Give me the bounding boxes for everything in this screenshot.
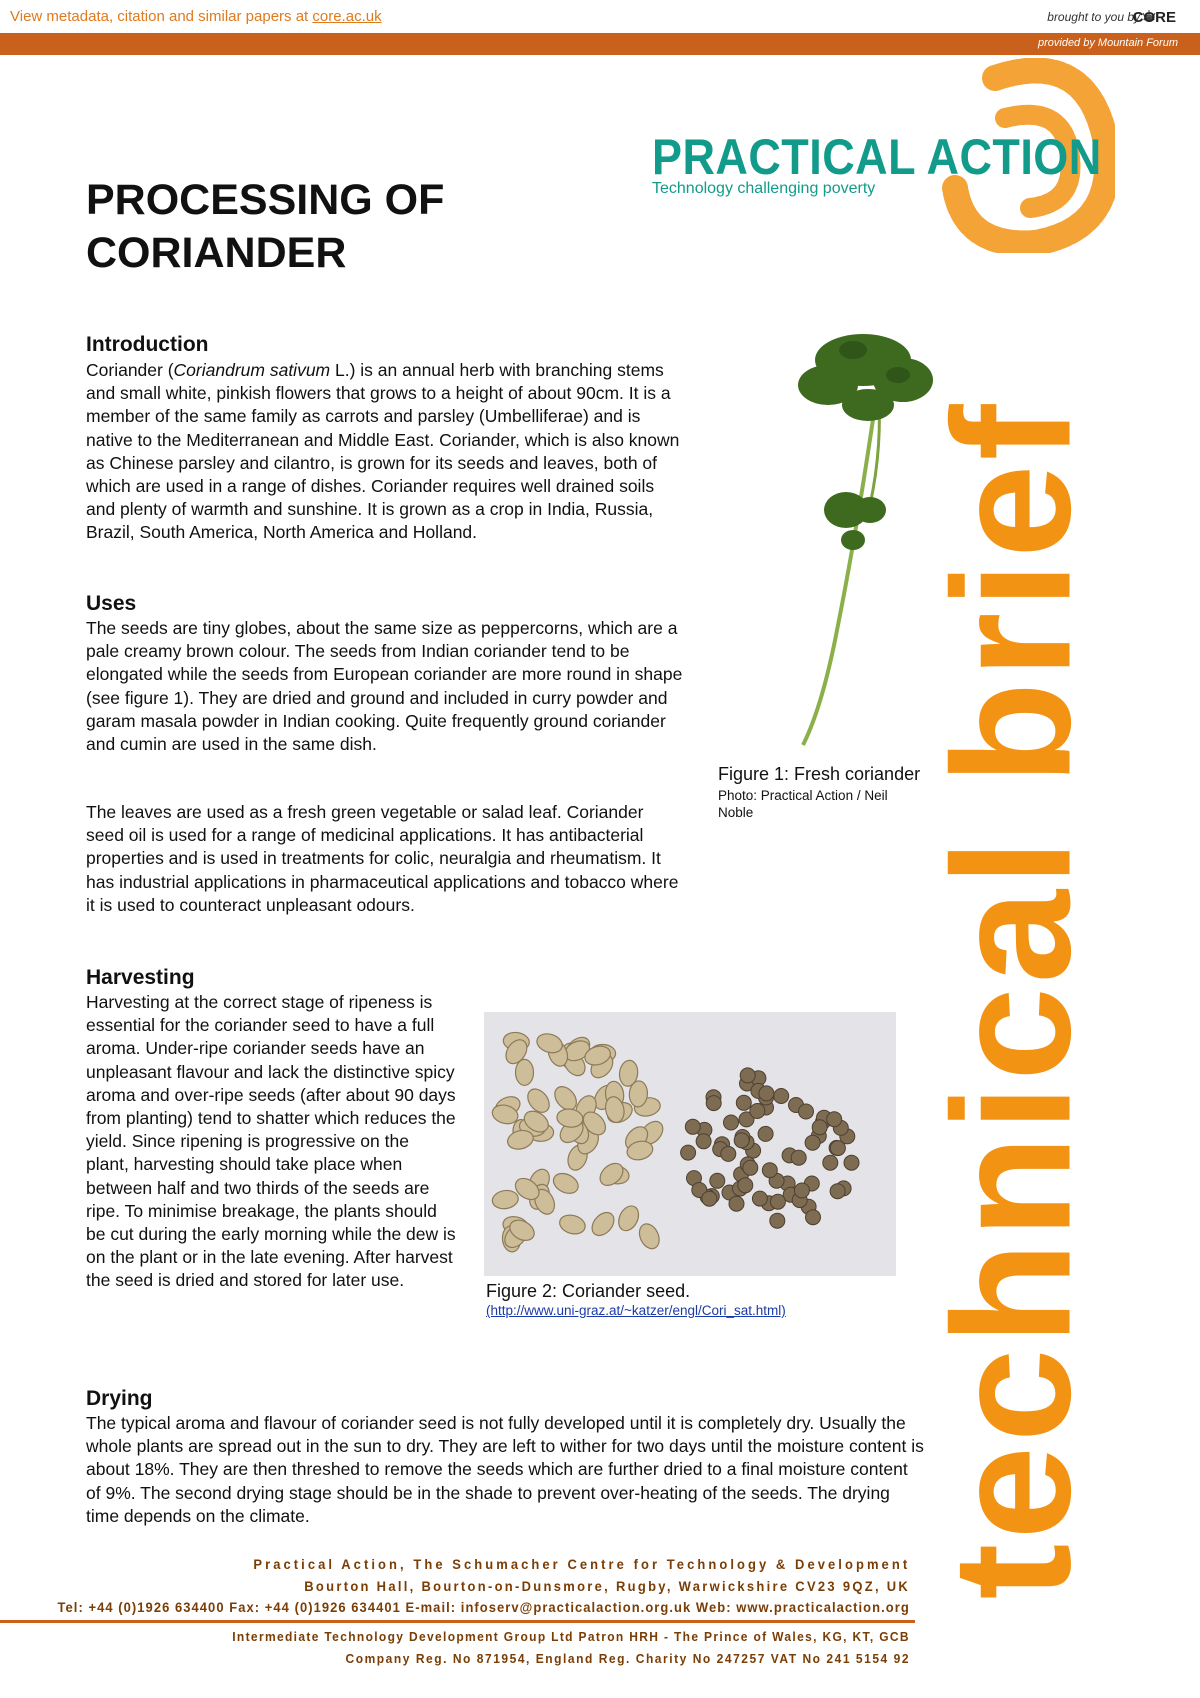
drying-paragraph: The typical aroma and flavour of coriander seed is not fully developed until it is completely dry. Usually the whole plants are spread out in the sun to dry. They are left to wither for two days until the moisture content is about 18%. They are then threshed to remove the seeds which are further dried to a final moisture content of 9%. The second drying stage should be in the shade to prevent over-heating of the seeds. The drying time depends on the climate. bbox=[86, 1413, 924, 1526]
seed-european bbox=[696, 1134, 711, 1149]
intro-scientific-name: Coriandrum sativum bbox=[173, 360, 331, 380]
coriander-seed-photo bbox=[484, 1012, 896, 1276]
figure-2-source-link[interactable]: (http://www.uni-graz.at/~katzer/engl/Cori_sat.html) bbox=[486, 1303, 786, 1318]
seed-indian bbox=[516, 1059, 534, 1085]
harvesting-paragraph: Harvesting at the correct stage of ripeness is essential for the coriander seed to have a full aroma. Under-ripe coriander seeds have an unpleasant flavour and lack the distinctive spicy aroma and over-ripe seeds (after about 90 days from planting) tend to shatter which reduces the yield. Since ripening is progressive on the plant, harvesting should take place when between half and two thirds of the seeds are ripe. To minimise breakage, the plants should be cut during the early morning while the dew is on the plant or in the late evening. After harvest the seed is dried and stored for later use. bbox=[86, 992, 456, 1291]
seed-european bbox=[799, 1104, 814, 1119]
footer-contact-line: Tel: +44 (0)1926 634400 Fax: +44 (0)1926 634401 E-mail: infoserv@practicalaction.org.uk Web: www.practicalaction.org bbox=[57, 1600, 910, 1615]
organization-tagline: Technology challenging poverty bbox=[652, 180, 876, 197]
seed-european bbox=[752, 1191, 767, 1206]
provided-by-text: provided by Mountain Forum bbox=[1037, 37, 1178, 49]
footer-registration-line: Company Reg. No 871954, England Reg. Charity No 247257 VAT No 241 5154 92 bbox=[345, 1652, 910, 1666]
section-heading-harvesting: Harvesting bbox=[86, 966, 195, 989]
seed-european bbox=[706, 1096, 721, 1111]
seed-european bbox=[806, 1210, 821, 1225]
figure-1-caption: Figure 1: Fresh coriander bbox=[718, 764, 921, 784]
seed-european bbox=[805, 1135, 820, 1150]
section-heading-drying: Drying bbox=[86, 1387, 153, 1410]
intro-text-before: Coriander ( bbox=[86, 360, 174, 380]
seed-european bbox=[827, 1112, 842, 1127]
footer-divider bbox=[0, 1620, 915, 1623]
seed-european bbox=[774, 1089, 789, 1104]
seed-european bbox=[770, 1194, 785, 1209]
core-link-prefix: View metadata, citation and similar papers at bbox=[10, 8, 313, 25]
brought-by-text: brought to you by bbox=[1047, 10, 1140, 24]
organization-name: PRACTICAL ACTION bbox=[652, 129, 1102, 185]
seed-european bbox=[759, 1086, 774, 1101]
seed-european bbox=[762, 1163, 777, 1178]
seed-european bbox=[710, 1173, 725, 1188]
core-logo[interactable]: CORE bbox=[1132, 9, 1176, 26]
technical-brief-vertical-title: technical brief bbox=[917, 400, 1106, 1600]
core-metadata-link[interactable] bbox=[10, 8, 382, 25]
uses-paragraph-1: The seeds are tiny globes, about the same size as peppercorns, which are a pale creamy brown colour. The seeds from Indian coriander tend to be elongated while the seeds from European coriander are more round in shape (see figure 1). They are dried and ground and included in curry powder and garam masala powder in Indian cooking. Quite frequently ground coriander and cumin are used in the same dish. bbox=[86, 618, 683, 755]
section-heading-introduction: Introduction bbox=[86, 333, 209, 356]
page-title: PROCESSING OF CORIANDER bbox=[86, 176, 445, 277]
seed-european bbox=[812, 1120, 827, 1135]
figure-2-caption: Figure 2: Coriander seed. bbox=[486, 1281, 691, 1301]
seed-european bbox=[734, 1133, 749, 1148]
seed-european bbox=[791, 1150, 806, 1165]
footer-company-line: Intermediate Technology Development Group Ltd Patron HRH - The Prince of Wales, KG, KT, GCB bbox=[232, 1630, 910, 1644]
seed-european bbox=[770, 1213, 785, 1228]
introduction-paragraph bbox=[86, 359, 686, 545]
section-heading-uses: Uses bbox=[86, 592, 137, 615]
core-link-anchor[interactable]: core.ac.uk bbox=[312, 8, 382, 25]
seed-european bbox=[830, 1184, 845, 1199]
seed-european bbox=[681, 1145, 696, 1160]
seed-european bbox=[794, 1183, 809, 1198]
seed-european bbox=[758, 1126, 773, 1141]
seed-european bbox=[750, 1104, 765, 1119]
seed-european bbox=[830, 1141, 845, 1156]
seed-european bbox=[844, 1155, 859, 1170]
intro-text-after: L.) is an annual herb with branching stems and small white, pinkish flowers that grows to a height of about 90cm. It is a member of the same family as carrots and parsley (Umbelliferae) and is native to the Mediterranean and Middle East. Coriander, which is also known as Chinese parsley and cilantro, is grown for its seeds and leaves, both of which are used in a range of dishes. Coriander requires well drained soils and plenty of warmth and sunshine. It is grown as a crop in India, Russia, Brazil, South America, North America and Holland. bbox=[86, 360, 680, 543]
seed-european bbox=[743, 1160, 758, 1175]
seed-european bbox=[724, 1115, 739, 1130]
uses-paragraph-2: The leaves are used as a fresh green vegetable or salad leaf. Coriander seed oil is used for a range of medicinal applications. It has antibacterial properties and is used in treatments for colic, neuralgia and rheumatism. It has industrial applications in pharmaceutical applications and tobacco where it is used to counteract unpleasant odours. bbox=[86, 802, 679, 915]
seed-european bbox=[738, 1178, 753, 1193]
seed-european bbox=[823, 1155, 838, 1170]
figure-2-source bbox=[486, 1303, 786, 1318]
footer-address-line: Bourton Hall, Bourton-on-Dunsmore, Rugby, Warwickshire CV23 9QZ, UK bbox=[304, 1579, 910, 1594]
seed-european bbox=[721, 1146, 736, 1161]
seed-european bbox=[740, 1068, 755, 1083]
seed-european bbox=[736, 1095, 751, 1110]
figure-1-credit: Photo: Practical Action / Neil Noble bbox=[718, 788, 888, 820]
fresh-coriander-photo bbox=[758, 325, 933, 750]
footer-org-line: Practical Action, The Schumacher Centre for Technology & Development bbox=[253, 1557, 910, 1572]
seed-european bbox=[685, 1119, 700, 1134]
provider-band bbox=[0, 33, 1200, 55]
seed-european bbox=[729, 1196, 744, 1211]
seed-european bbox=[702, 1191, 717, 1206]
